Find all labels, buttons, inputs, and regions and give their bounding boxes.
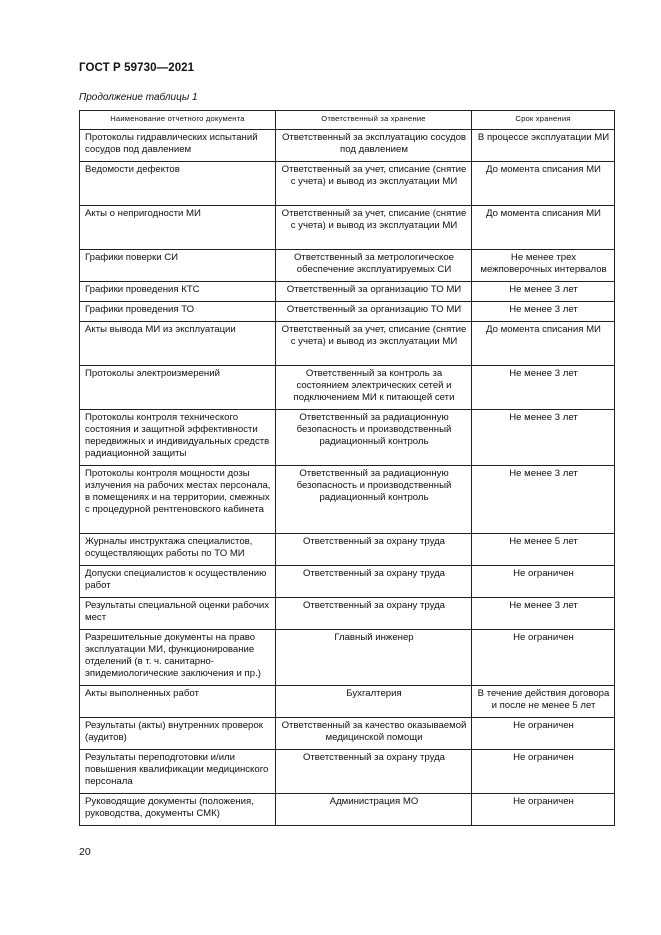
cell-responsible: Администрация МО xyxy=(276,794,472,826)
cell-storage-period: До момента списания МИ xyxy=(472,206,615,250)
cell-responsible: Ответственный за охрану труда xyxy=(276,750,472,794)
cell-storage-period: Не менее 5 лет xyxy=(472,534,615,566)
cell-responsible: Ответственный за эксплуатацию сосудов под давлением xyxy=(276,130,472,162)
cell-responsible: Ответственный за радиационную безопасность и производственный радиационный контроль xyxy=(276,410,472,466)
column-header-document: Наименование отчетного документа xyxy=(80,111,276,130)
cell-storage-period: Не менее 3 лет xyxy=(472,410,615,466)
table-row xyxy=(80,466,615,534)
cell-document-name: Результаты (акты) внутренних проверок (аудитов) xyxy=(80,718,276,750)
cell-document-name: Протоколы контроля мощности дозы излучения на рабочих местах персонала, в помещениях и на территории, смежных с процедурной рентгеновского кабинета xyxy=(80,466,276,534)
table-row xyxy=(80,566,615,598)
cell-storage-period: Не ограничен xyxy=(472,566,615,598)
cell-document-name: Графики поверки СИ xyxy=(80,250,276,282)
cell-responsible: Ответственный за контроль за состоянием электрических сетей и подключением МИ к питающей сети xyxy=(276,366,472,410)
table-row xyxy=(80,598,615,630)
table-row xyxy=(80,630,615,686)
table-row xyxy=(80,282,615,302)
table-row xyxy=(80,686,615,718)
cell-responsible: Ответственный за учет, списание (снятие с учета) и вывод из эксплуатации МИ xyxy=(276,162,472,206)
cell-document-name: Допуски специалистов к осуществлению работ xyxy=(80,566,276,598)
cell-storage-period: До момента списания МИ xyxy=(472,162,615,206)
column-header-responsible: Ответственный за хранение xyxy=(276,111,472,130)
table-header-row xyxy=(80,111,615,130)
storage-table xyxy=(79,110,615,826)
cell-storage-period: Не ограничен xyxy=(472,718,615,750)
cell-storage-period: Не ограничен xyxy=(472,750,615,794)
cell-responsible: Бухгалтерия xyxy=(276,686,472,718)
table-row xyxy=(80,366,615,410)
cell-storage-period: Не менее 3 лет xyxy=(472,466,615,534)
cell-document-name: Журналы инструктажа специалистов, осуществляющих работы по ТО МИ xyxy=(80,534,276,566)
table-row xyxy=(80,718,615,750)
cell-storage-period: Не менее 3 лет xyxy=(472,366,615,410)
cell-storage-period: Не ограничен xyxy=(472,794,615,826)
cell-storage-period: Не менее 3 лет xyxy=(472,302,615,322)
cell-responsible: Ответственный за учет, списание (снятие с учета) и вывод из эксплуатации МИ xyxy=(276,322,472,366)
cell-storage-period: В течение действия договора и после не менее 5 лет xyxy=(472,686,615,718)
cell-responsible: Ответственный за охрану труда xyxy=(276,534,472,566)
cell-document-name: Протоколы электроизмерений xyxy=(80,366,276,410)
table-row xyxy=(80,130,615,162)
table-row xyxy=(80,250,615,282)
cell-responsible: Главный инженер xyxy=(276,630,472,686)
cell-document-name: Протоколы гидравлических испытаний сосудов под давлением xyxy=(80,130,276,162)
table-row xyxy=(80,534,615,566)
cell-storage-period: В процессе эксплуатации МИ xyxy=(472,130,615,162)
table-row xyxy=(80,410,615,466)
table-row xyxy=(80,322,615,366)
cell-responsible: Ответственный за организацию ТО МИ xyxy=(276,282,472,302)
cell-document-name: Акты о непригодности МИ xyxy=(80,206,276,250)
cell-document-name: Акты выполненных работ xyxy=(80,686,276,718)
cell-responsible: Ответственный за организацию ТО МИ xyxy=(276,302,472,322)
cell-storage-period: Не менее трех межповерочных интервалов xyxy=(472,250,615,282)
cell-document-name: Акты вывода МИ из эксплуатации xyxy=(80,322,276,366)
page-number: 20 xyxy=(79,846,91,858)
cell-document-name: Результаты переподготовки и/или повышения квалификации медицинского персонала xyxy=(80,750,276,794)
cell-document-name: Разрешительные документы на право эксплуатации МИ, функционирование отделений (в т. ч. санитарно-эпидемиологические заключения и пр.) xyxy=(80,630,276,686)
table-row xyxy=(80,750,615,794)
cell-responsible: Ответственный за качество оказываемой медицинской помощи xyxy=(276,718,472,750)
cell-storage-period: Не менее 3 лет xyxy=(472,282,615,302)
table-row xyxy=(80,302,615,322)
cell-responsible: Ответственный за радиационную безопасность и производственный радиационный контроль xyxy=(276,466,472,534)
cell-responsible: Ответственный за метрологическое обеспечение эксплуатируемых СИ xyxy=(276,250,472,282)
cell-document-name: Графики проведения КТС xyxy=(80,282,276,302)
cell-document-name: Ведомости дефектов xyxy=(80,162,276,206)
cell-responsible: Ответственный за охрану труда xyxy=(276,566,472,598)
table-caption: Продолжение таблицы 1 xyxy=(79,92,198,103)
cell-responsible: Ответственный за охрану труда xyxy=(276,598,472,630)
column-header-period: Срок хранения xyxy=(472,111,615,130)
cell-storage-period: Не менее 3 лет xyxy=(472,598,615,630)
cell-document-name: Протоколы контроля технического состояния и защитной эффективности передвижных и индивидуальных средств радиационной защиты xyxy=(80,410,276,466)
table-row xyxy=(80,162,615,206)
cell-storage-period: Не ограничен xyxy=(472,630,615,686)
cell-storage-period: До момента списания МИ xyxy=(472,322,615,366)
cell-responsible: Ответственный за учет, списание (снятие с учета) и вывод из эксплуатации МИ xyxy=(276,206,472,250)
cell-document-name: Графики проведения ТО xyxy=(80,302,276,322)
table-row xyxy=(80,794,615,826)
cell-document-name: Результаты специальной оценки рабочих мест xyxy=(80,598,276,630)
table-body xyxy=(80,130,615,826)
document-code: ГОСТ Р 59730—2021 xyxy=(79,62,195,74)
table-row xyxy=(80,206,615,250)
cell-document-name: Руководящие документы (положения, руководства, документы СМК) xyxy=(80,794,276,826)
